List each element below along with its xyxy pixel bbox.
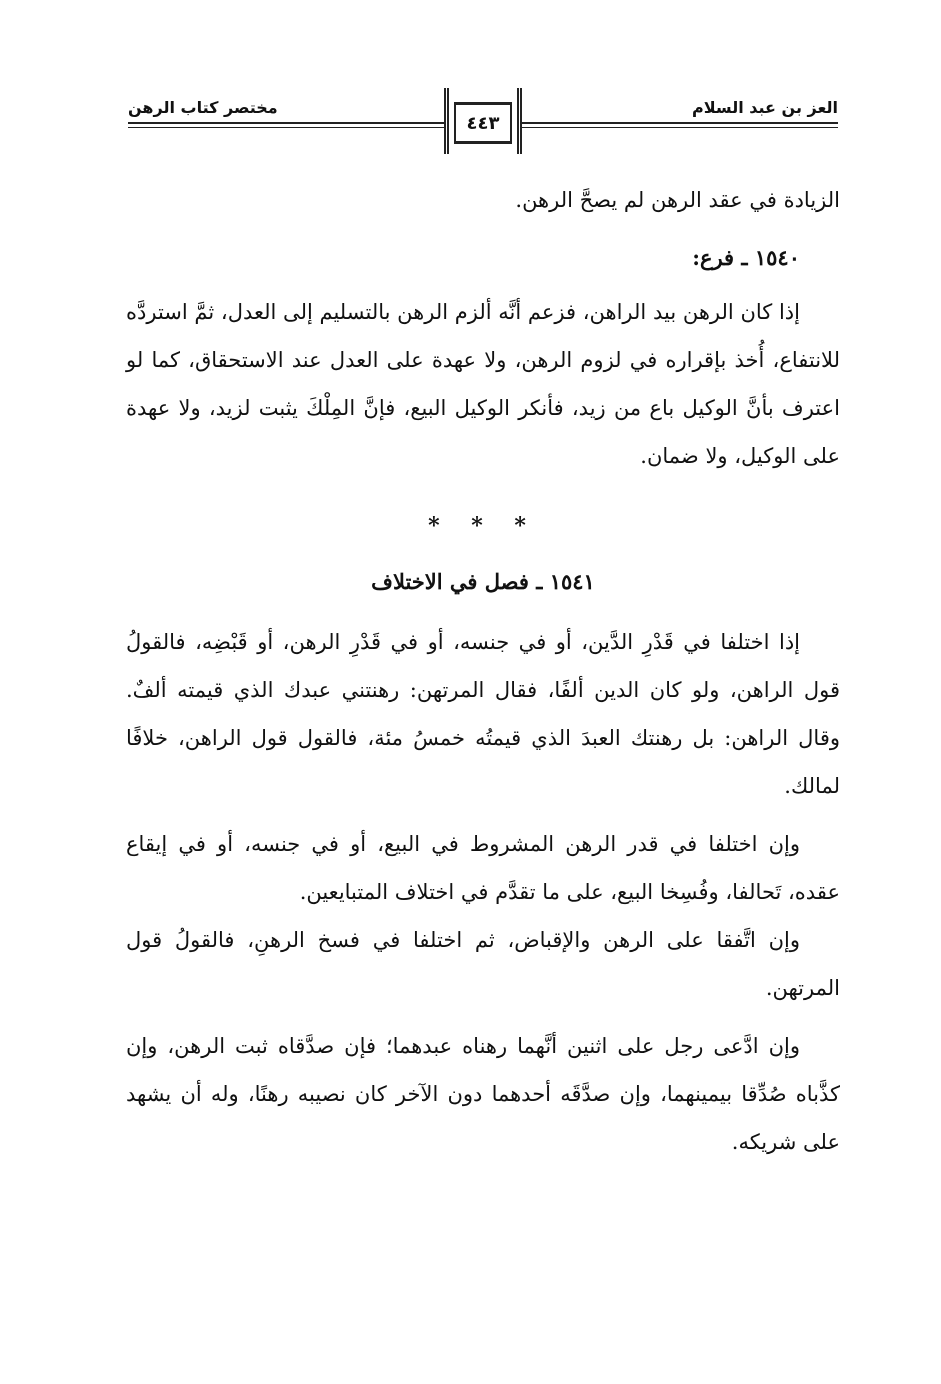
paragraph-disagreement-2: وإن اختلفا في قدر الرهن المشروط في البيع، أو في جنسه، أو في إيقاع عقده، تَحالفا، وفُسِخا البيع، على ما تقدَّم في اختلاف المتبايعين. xyxy=(126,832,840,904)
branch-heading-1540: ١٥٤٠ ـ فرع: xyxy=(692,245,800,270)
header-author: العز بن عبد السلام xyxy=(692,98,838,117)
page-header xyxy=(128,88,838,158)
header-book-title: مختصر كتاب الرهن xyxy=(128,98,278,117)
paragraph-disagreement-1: إذا اختلفا في قَدْرِ الدَّين، أو في جنسه، أو في قَدْرِ الرهن، أو قَبْضِه، فالقولُ قول الراهن، ولو كان الدين ألفًا، فقال المرتهن: رهنتني عبدك الذي قيمته ألفٌ. وقال الراهن: بل رهنتك العبدَ الذي قيمتُه خمسُ مئة، فالقول قول الراهن، خلافًا لمالك. xyxy=(126,630,840,798)
paragraph-continuation: الزيادة في عقد الرهن لم يصحَّ الرهن. xyxy=(515,188,840,212)
paragraph-disagreement-4: وإن ادَّعى رجل على اثنين أنَّهما رهناه عبدهما؛ فإن صدَّقاه ثبت الرهن، وإن كذَّباه صُدِّقا بيمينهما، وإن صدَّقَه أحدهما دون الآخر كان نصيبه رهنًا، وله أن يشهد على شريكه. xyxy=(126,1034,840,1154)
paragraph-disagreement-3: وإن اتَّفقا على الرهن والإقباض، ثم اختلفا في فسخ الرهنِ، فالقولُ قول المرتهن. xyxy=(126,928,840,1000)
page-body xyxy=(126,176,840,1166)
paragraph-branch-1540: إذا كان الرهن بيد الراهن، فزعم أنَّه ألزم الرهن بالتسليم إلى العدل، ثمَّ استردَّه للانتفاع، أُخذ بإقراره في لزوم الرهن، ولا عهدة على العدل عند الاستحقاق، كما لو اعترف بأنَّ الوكيل باع من زيد، فأنكر الوكيل البيع، فإنَّ المِلْكَ يثبت لزيد، ولا عهدة على الوكيل، ولا ضمان. xyxy=(126,300,840,468)
page-number: ٤٤٣ xyxy=(454,102,512,144)
section-separator-stars: * * * xyxy=(428,513,538,539)
section-heading-1541: ١٥٤١ ـ فصل في الاختلاف xyxy=(371,569,595,594)
page-number-frame xyxy=(444,88,522,154)
